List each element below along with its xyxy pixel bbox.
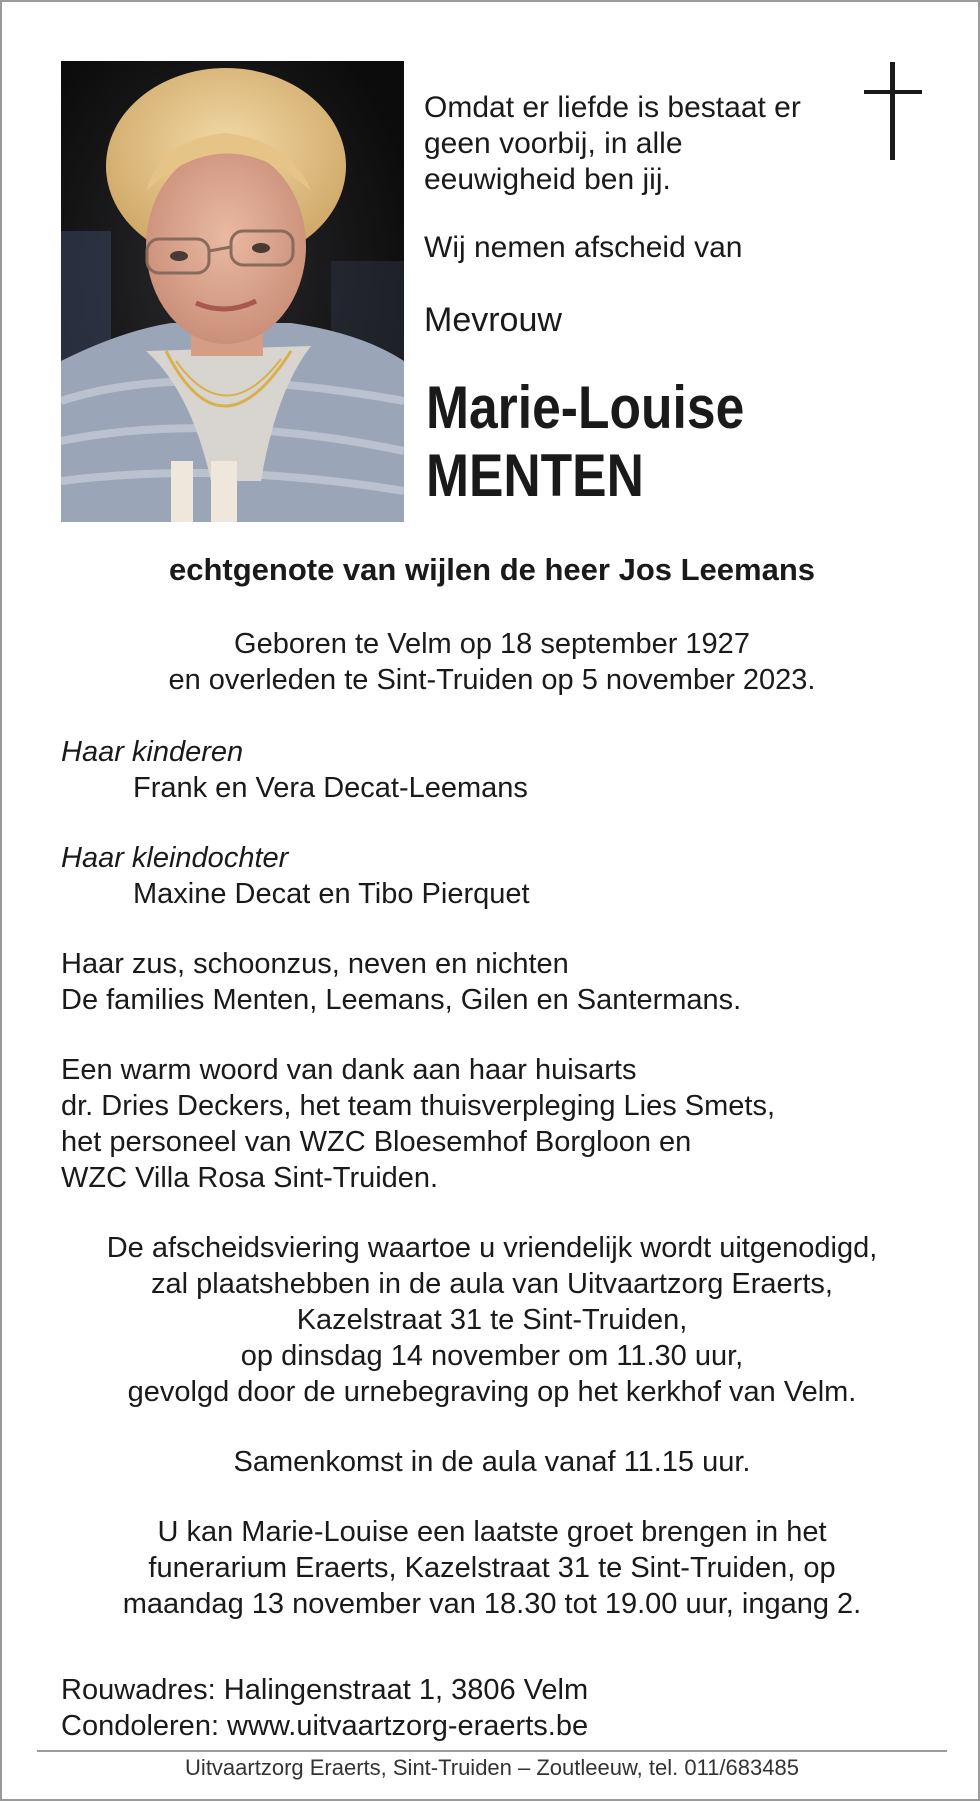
- visitation-line: funerarium Eraerts, Kazelstraat 31 te Sint-Truiden, op: [148, 1552, 836, 1584]
- verse-line: Omdat er liefde is bestaat er: [424, 91, 801, 124]
- children-section: [61, 734, 528, 806]
- granddaughter-section: [61, 840, 530, 912]
- thanks-line: WZC Villa Rosa Sint-Truiden.: [61, 1162, 439, 1194]
- funeral-home-footer: Uitvaartzorg Eraerts, Sint-Truiden – Zoutleeuw, tel. 011/683485: [185, 1755, 799, 1780]
- latin-cross-icon: [864, 62, 922, 160]
- first-name: Marie-Louise: [426, 374, 745, 441]
- visitation-section: [2, 1514, 980, 1622]
- visitation-line: maandag 13 november van 18.30 tot 19.00 uur, ingang 2.: [122, 1588, 862, 1620]
- family-line: De families Menten, Leemans, Gilen en Santermans.: [61, 984, 742, 1016]
- honorific: Mevrouw: [424, 301, 562, 339]
- children-names: Frank en Vera Decat-Leemans: [133, 772, 528, 804]
- portrait-photo: [61, 61, 404, 522]
- death-line: en overleden te Sint-Truiden op 5 november 2023.: [168, 664, 816, 696]
- condolence-website[interactable]: Condoleren: www.uitvaartzorg-eraerts.be: [61, 1710, 589, 1742]
- ceremony-section: [2, 1230, 980, 1410]
- deceased-name: [426, 374, 744, 510]
- mourning-address: Rouwadres: Halingenstraat 1, 3806 Velm: [61, 1674, 589, 1706]
- footer-divider: [37, 1750, 947, 1752]
- ceremony-line: Kazelstraat 31 te Sint-Truiden,: [296, 1304, 688, 1336]
- granddaughter-names: Maxine Decat en Tibo Pierquet: [133, 878, 530, 910]
- ceremony-line: De afscheidsviering waartoe u vriendelijk wordt uitgenodigd,: [106, 1232, 878, 1264]
- spouse-line: echtgenote van wijlen de heer Jos Leemans: [168, 552, 816, 587]
- verse-line: eeuwigheid ben jij.: [424, 163, 671, 196]
- life-dates: [2, 626, 980, 698]
- farewell-intro: Wij nemen afscheid van: [424, 231, 743, 264]
- family-line: Haar zus, schoonzus, neven en nichten: [61, 948, 569, 980]
- gathering-line: Samenkomst in de aula vanaf 11.15 uur.: [233, 1446, 751, 1478]
- ceremony-line: zal plaatshebben in de aula van Uitvaartzorg Eraerts,: [151, 1268, 833, 1300]
- birth-line: Geboren te Velm op 18 september 1927: [234, 628, 750, 660]
- contact-section: [61, 1672, 588, 1744]
- ceremony-line: gevolgd door de urnebegraving op het kerkhof van Velm.: [127, 1376, 857, 1408]
- visitation-line: U kan Marie-Louise een laatste groet brengen in het: [157, 1516, 827, 1548]
- verse-line: geen voorbij, in alle: [424, 127, 683, 160]
- ceremony-line: op dinsdag 14 november om 11.30 uur,: [240, 1340, 744, 1372]
- children-heading: Haar kinderen: [61, 736, 244, 768]
- thanks-line: het personeel van WZC Bloesemhof Borgloon en: [61, 1126, 692, 1158]
- granddaughter-heading: Haar kleindochter: [61, 842, 289, 874]
- thanks-line: dr. Dries Deckers, het team thuisverpleging Lies Smets,: [61, 1090, 776, 1122]
- family-section: [61, 946, 741, 1018]
- last-name: MENTEN: [426, 442, 644, 509]
- memorial-verse: [424, 90, 844, 198]
- thanks-section: [61, 1052, 775, 1196]
- thanks-line: Een warm woord van dank aan haar huisarts: [61, 1054, 637, 1086]
